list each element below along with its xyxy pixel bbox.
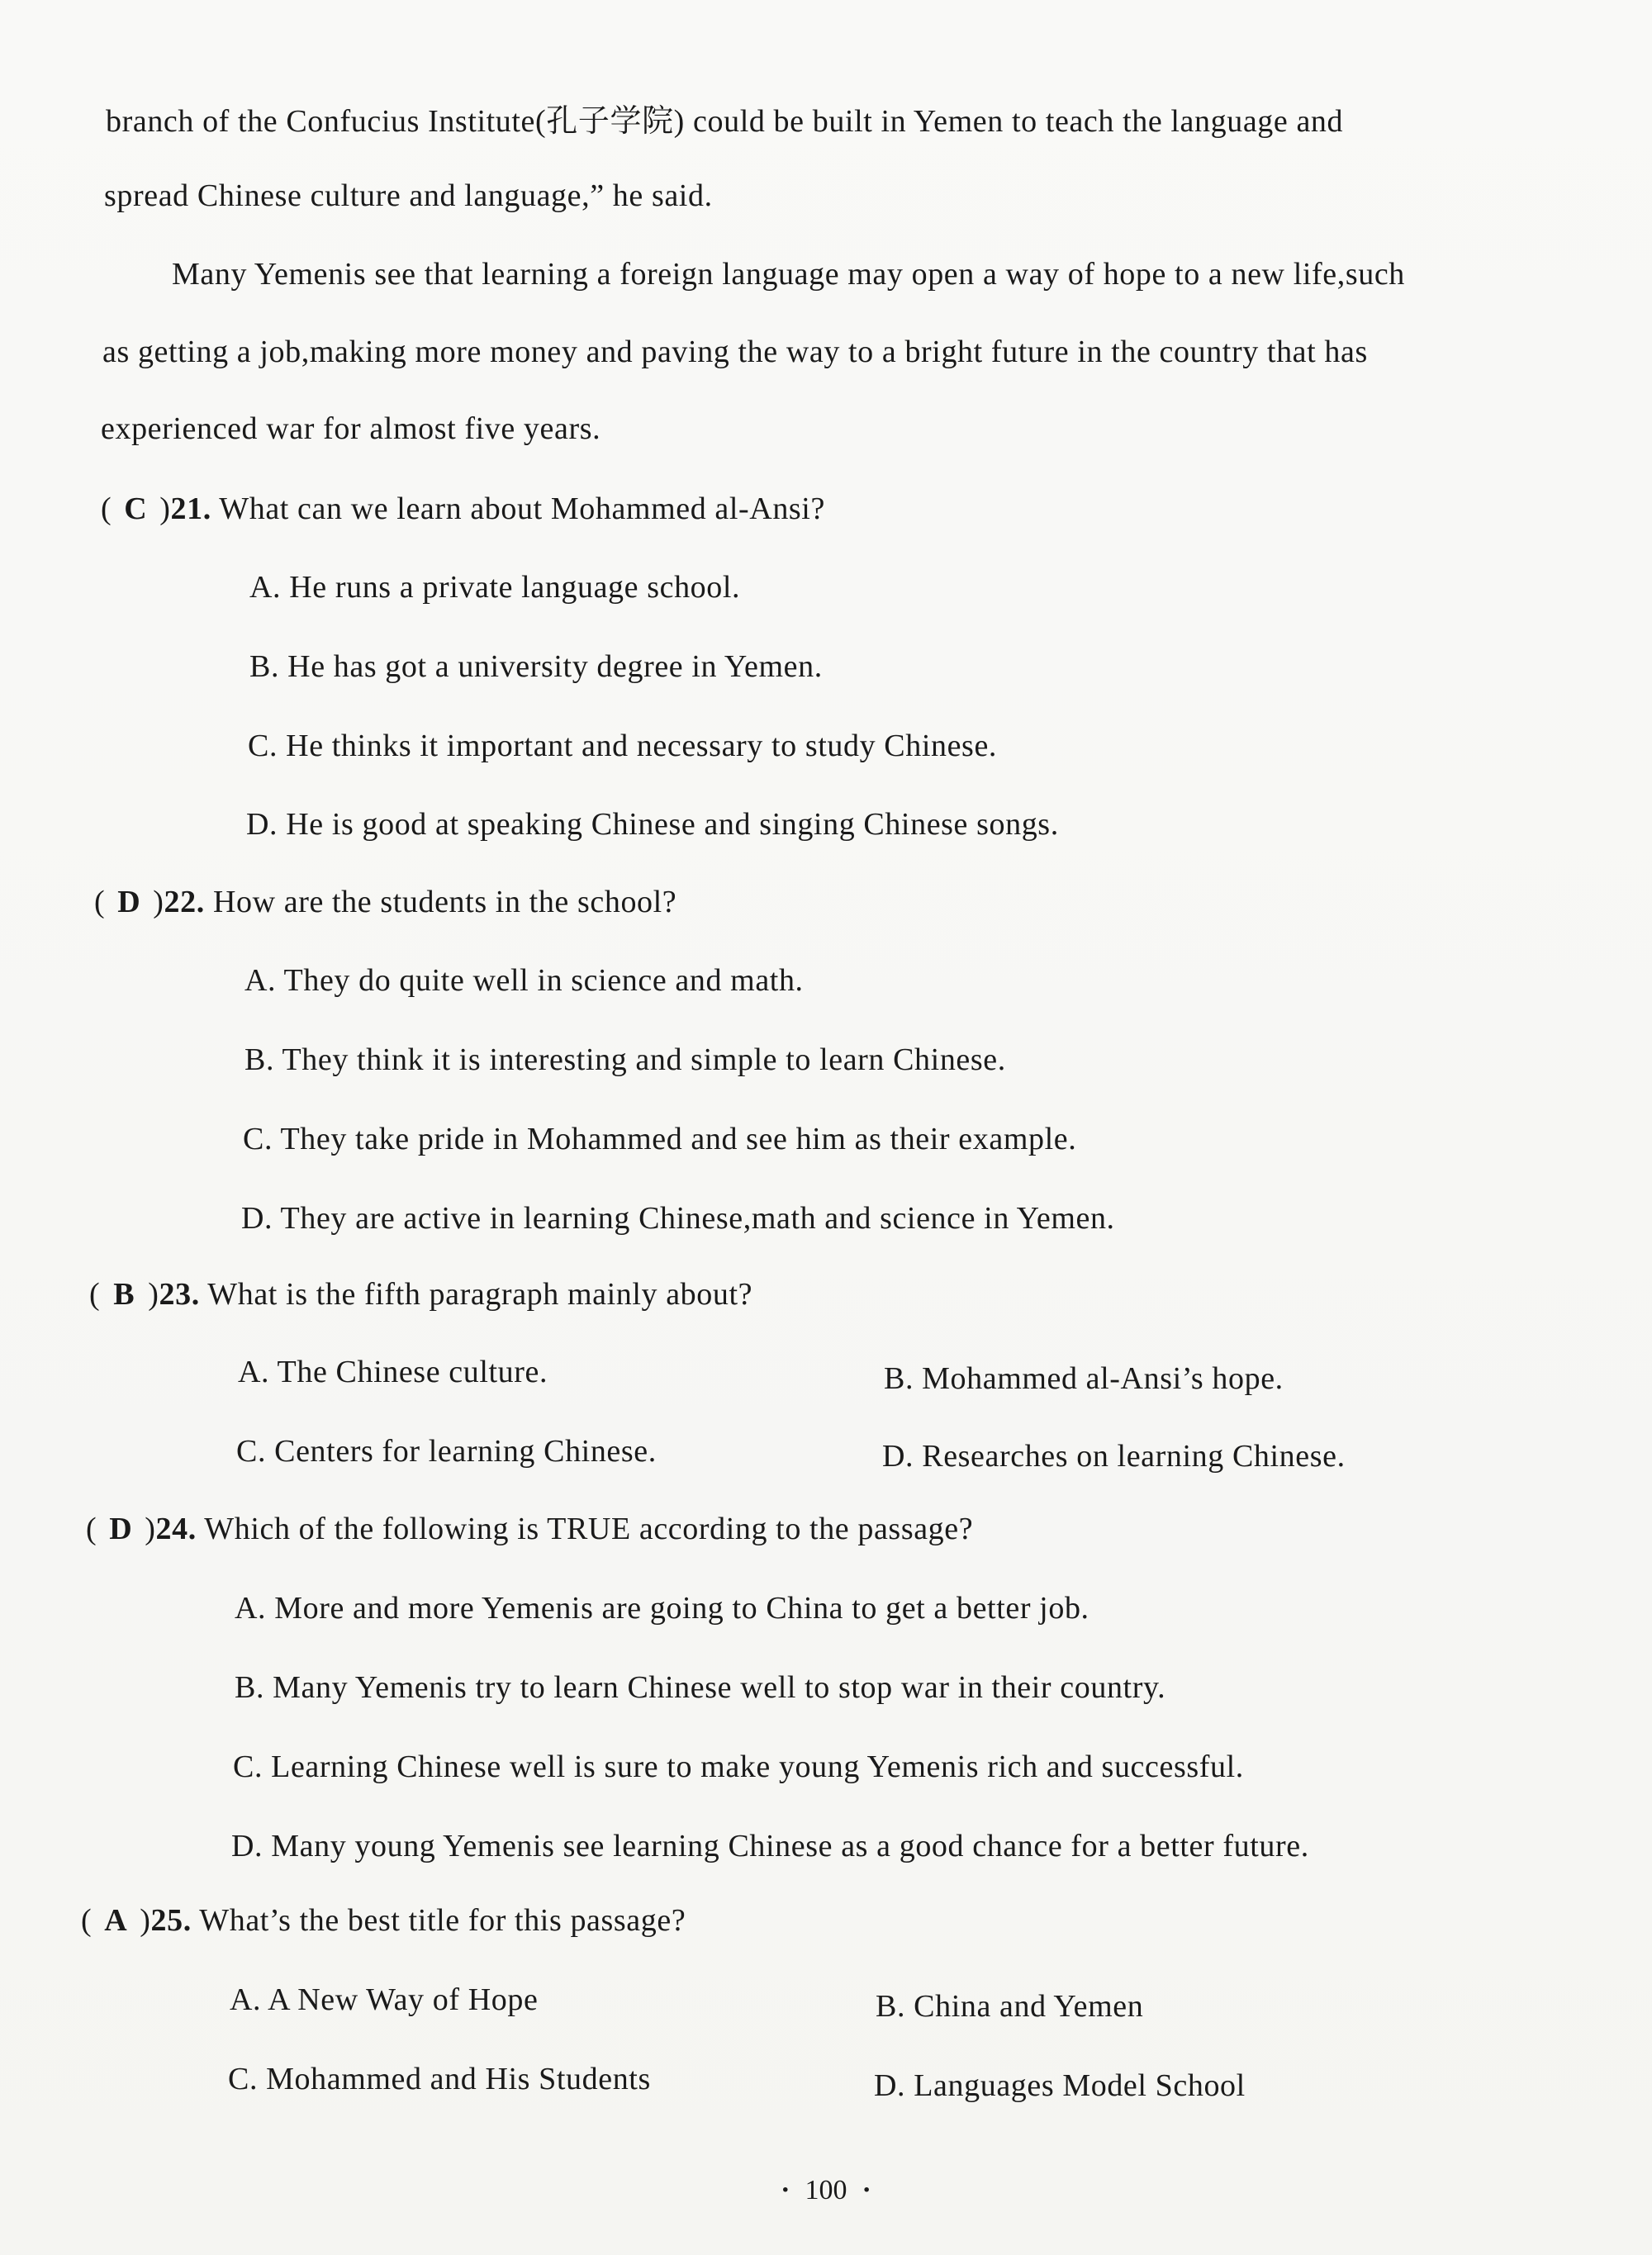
option-22c: C. They take pride in Mohammed and see him as their example. — [243, 1122, 1077, 1156]
question-25: ( A )25. What’s the best title for this passage? — [81, 1900, 686, 1941]
option-25a: A. A New Way of Hope — [230, 1982, 539, 2017]
answer-24: D — [109, 1512, 133, 1546]
answer-23: B — [113, 1277, 135, 1312]
option-21c: C. He thinks it important and necessary to study Chinese. — [248, 729, 998, 763]
question-21: ( C )21. What can we learn about Mohammed al-Ansi? — [101, 488, 825, 529]
question-22: ( D )22. How are the students in the school? — [94, 881, 676, 923]
question-stem-22: How are the students in the school? — [212, 885, 677, 919]
question-stem-21: What can we learn about Mohammed al-Ansi? — [219, 491, 825, 526]
answer-25: A — [104, 1903, 128, 1938]
question-number-23: 23. — [159, 1277, 200, 1312]
option-23c: C. Centers for learning Chinese. — [236, 1434, 657, 1469]
option-25b: B. China and Yemen — [876, 1989, 1144, 2024]
option-24a: A. More and more Yemenis are going to China to get a better job. — [235, 1591, 1089, 1626]
answer-22: D — [117, 885, 141, 919]
option-21a: A. He runs a private language school. — [249, 570, 741, 605]
passage-line-4: as getting a job,making more money and paving the way to a bright future in the country that has — [102, 335, 1368, 369]
footer-dot-right-icon: · — [862, 2175, 871, 2205]
option-23a: A. The Chinese culture. — [238, 1355, 548, 1389]
question-number-21: 21. — [170, 491, 211, 526]
question-number-24: 24. — [155, 1512, 197, 1546]
question-number-25: 25. — [150, 1903, 192, 1938]
question-23: ( B )23. What is the fifth paragraph mainly about? — [89, 1274, 752, 1315]
option-24c: C. Learning Chinese well is sure to make young Yemenis rich and successful. — [233, 1749, 1244, 1784]
question-24: ( D )24. Which of the following is TRUE according to the passage? — [86, 1508, 973, 1550]
option-22b: B. They think it is interesting and simple to learn Chinese. — [244, 1042, 1006, 1077]
option-24b: B. Many Yemenis try to learn Chinese well to stop war in their country. — [235, 1670, 1166, 1705]
passage-line-2: spread Chinese culture and language,” he said. — [104, 178, 713, 213]
passage-line-1: branch of the Confucius Institute(孔子学院) could be built in Yemen to teach the language and — [106, 104, 1344, 139]
footer-dot-left-icon: · — [781, 2175, 790, 2205]
option-21b: B. He has got a university degree in Yemen. — [249, 649, 823, 684]
option-24d: D. Many young Yemenis see learning Chinese as a good chance for a better future. — [231, 1829, 1309, 1863]
option-21d: D. He is good at speaking Chinese and singing Chinese songs. — [246, 807, 1059, 842]
option-22d: D. They are active in learning Chinese,math and science in Yemen. — [241, 1201, 1115, 1236]
question-stem-24: Which of the following is TRUE according to the passage? — [204, 1512, 974, 1546]
answer-21: C — [124, 491, 148, 526]
question-stem-23: What is the fifth paragraph mainly about? — [207, 1277, 753, 1312]
question-number-22: 22. — [164, 885, 205, 919]
page-footer — [0, 2172, 1652, 2209]
option-25c: C. Mohammed and His Students — [228, 2062, 651, 2096]
option-23b: B. Mohammed al-Ansi’s hope. — [884, 1361, 1284, 1396]
question-stem-25: What’s the best title for this passage? — [199, 1903, 686, 1938]
option-23d: D. Researches on learning Chinese. — [882, 1439, 1346, 1474]
passage-line-5: experienced war for almost five years. — [101, 411, 601, 446]
passage-line-3: Many Yemenis see that learning a foreign language may open a way of hope to a new life,such — [172, 257, 1405, 292]
page-number: 100 — [805, 2175, 847, 2205]
option-22a: A. They do quite well in science and math. — [244, 963, 804, 998]
option-25d: D. Languages Model School — [874, 2068, 1246, 2103]
